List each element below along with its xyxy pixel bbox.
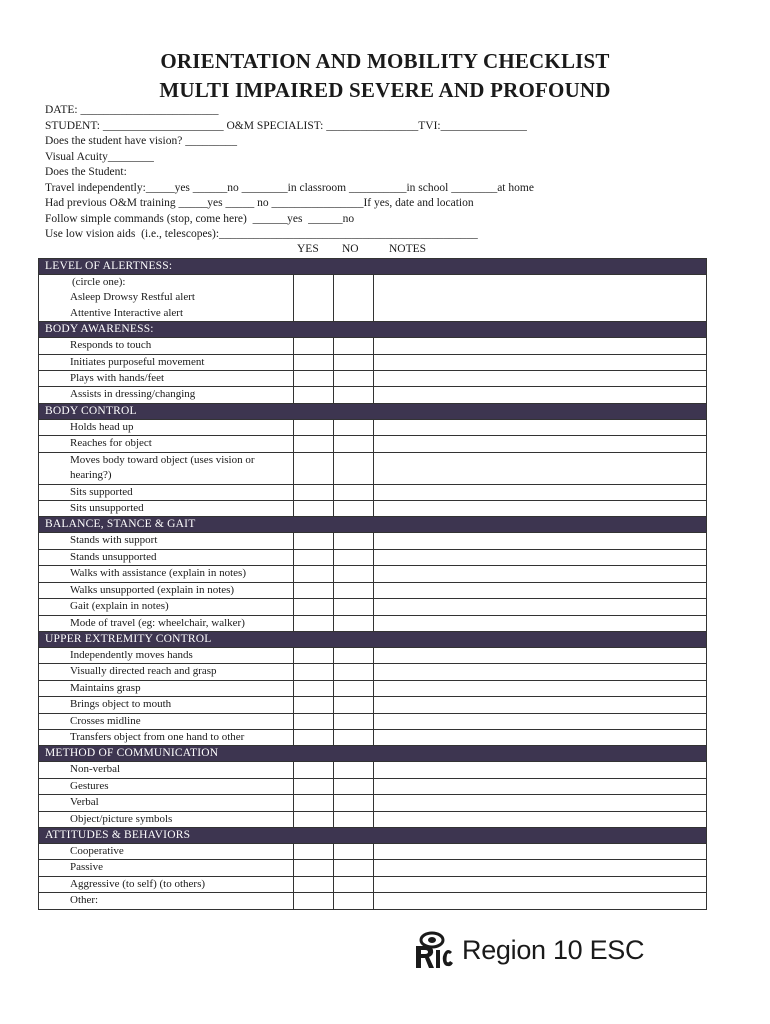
- no-cell[interactable]: [334, 697, 374, 713]
- checklist-item-label: [39, 599, 294, 615]
- yes-cell[interactable]: [294, 275, 334, 291]
- checklist-item-text: Visually directed reach and grasp: [70, 665, 217, 678]
- info-line: Had previous O&M training _____yes _____ no ________________If yes, date and location: [45, 197, 474, 209]
- no-cell[interactable]: [334, 729, 374, 745]
- column-header-no: NO: [342, 243, 359, 255]
- info-line: Does the student have vision? _________: [45, 135, 237, 147]
- checklist-row: [39, 484, 707, 500]
- checklist-item-label: [39, 647, 294, 663]
- document-subtitle: MULTI IMPAIRED SEVERE AND PROFOUND: [159, 78, 611, 102]
- info-line: Follow simple commands (stop, come here) ______yes ______no: [45, 212, 355, 225]
- no-cell[interactable]: [334, 713, 374, 729]
- notes-cell[interactable]: [374, 484, 707, 500]
- checklist-row: [39, 354, 707, 370]
- checklist-item-label: [39, 290, 294, 305]
- checklist-row: [39, 436, 707, 452]
- checklist-row: [39, 893, 707, 909]
- checklist-item-text: (circle one):: [72, 276, 126, 288]
- checklist-item-text: Moves body toward object (uses vision or hearing?): [70, 453, 255, 482]
- checklist-item-text: Walks with assistance (explain in notes): [70, 567, 246, 580]
- yes-cell[interactable]: [294, 647, 334, 663]
- notes-cell[interactable]: [374, 811, 707, 827]
- no-cell[interactable]: [334, 778, 374, 794]
- notes-cell[interactable]: [374, 664, 707, 680]
- yes-cell[interactable]: [294, 452, 334, 484]
- no-cell[interactable]: [334, 664, 374, 680]
- student-info-block: [45, 103, 534, 243]
- checklist-row: [39, 697, 707, 713]
- section-header-row: [39, 403, 707, 419]
- section-header-row: [39, 631, 707, 647]
- notes-cell[interactable]: [374, 680, 707, 696]
- no-cell[interactable]: [334, 860, 374, 876]
- yes-cell[interactable]: [294, 436, 334, 452]
- checklist-row: [39, 419, 707, 435]
- no-cell[interactable]: [334, 419, 374, 435]
- checklist-table: [38, 258, 707, 910]
- yes-cell[interactable]: [294, 795, 334, 811]
- yes-cell[interactable]: [294, 387, 334, 403]
- notes-cell[interactable]: [374, 290, 707, 305]
- checklist-item-text: Assists in dressing/changing: [70, 388, 196, 401]
- checklist-item-label: [39, 275, 294, 291]
- no-cell[interactable]: [334, 647, 374, 663]
- checklist-item-label: [39, 419, 294, 435]
- no-cell[interactable]: [334, 436, 374, 452]
- section-title: ATTITUDES & BEHAVIORS: [39, 827, 707, 843]
- checklist-item-text: Sits supported: [70, 485, 133, 498]
- checklist-item-label: [39, 436, 294, 452]
- no-cell[interactable]: [334, 290, 374, 305]
- info-line: DATE: ________________________: [45, 104, 219, 116]
- checklist-item-label: [39, 664, 294, 680]
- checklist-row: [39, 778, 707, 794]
- notes-cell[interactable]: [374, 419, 707, 435]
- checklist-item-text: Transfers object from one hand to other: [70, 730, 245, 743]
- notes-cell[interactable]: [374, 778, 707, 794]
- info-line: STUDENT: _____________________ O&M SPECIALIST: ________________TVI:_______________: [45, 119, 527, 132]
- yes-cell[interactable]: [294, 354, 334, 370]
- no-cell[interactable]: [334, 306, 374, 322]
- checklist-item-label: [39, 371, 294, 387]
- yes-cell[interactable]: [294, 371, 334, 387]
- checklist-row: [39, 729, 707, 745]
- no-cell[interactable]: [334, 533, 374, 549]
- checklist-item-text: Independently moves hands: [70, 648, 193, 661]
- no-cell[interactable]: [334, 893, 374, 909]
- checklist-item-text: Stands with support: [70, 534, 158, 547]
- checklist-row: [39, 387, 707, 403]
- yes-cell[interactable]: [294, 599, 334, 615]
- section-header-row: [39, 517, 707, 533]
- notes-cell[interactable]: [374, 566, 707, 582]
- no-cell[interactable]: [334, 680, 374, 696]
- notes-cell[interactable]: [374, 795, 707, 811]
- document-title: ORIENTATION AND MOBILITY CHECKLIST: [160, 49, 610, 73]
- checklist-row: [39, 762, 707, 778]
- checklist-item-text: Crosses midline: [70, 714, 141, 727]
- notes-cell[interactable]: [374, 354, 707, 370]
- notes-cell[interactable]: [374, 371, 707, 387]
- no-cell[interactable]: [334, 843, 374, 859]
- info-line: Travel independently:_____yes ______no ________in classroom __________in school ________at home: [45, 181, 534, 194]
- yes-cell[interactable]: [294, 290, 334, 305]
- notes-cell[interactable]: [374, 615, 707, 631]
- checklist-item-label: [39, 697, 294, 713]
- checklist-item-text: Verbal: [70, 796, 99, 809]
- yes-cell[interactable]: [294, 843, 334, 859]
- section-header-row: [39, 746, 707, 762]
- checklist-row: [39, 290, 707, 305]
- checklist-item-label: [39, 876, 294, 892]
- checklist-row: [39, 275, 707, 291]
- no-cell[interactable]: [334, 275, 374, 291]
- checklist-item-text: Passive: [70, 861, 103, 874]
- yes-cell[interactable]: [294, 664, 334, 680]
- checklist-item-label: [39, 306, 294, 322]
- checklist-item-label: [39, 452, 294, 484]
- section-title: BODY AWARENESS:: [39, 322, 707, 338]
- checklist-item-text: Attentive Interactive alert: [70, 306, 183, 319]
- yes-cell[interactable]: [294, 778, 334, 794]
- checklist-item-label: [39, 893, 294, 909]
- notes-cell[interactable]: [374, 306, 707, 322]
- checklist-row: [39, 501, 707, 517]
- checklist-item-text: Non-verbal: [70, 763, 121, 776]
- notes-cell[interactable]: [374, 860, 707, 876]
- notes-cell[interactable]: [374, 582, 707, 598]
- checklist-row: [39, 811, 707, 827]
- checklist-row: [39, 647, 707, 663]
- checklist-item-text: Other:: [70, 894, 99, 907]
- checklist-item-label: [39, 484, 294, 500]
- region10-logo-icon: [412, 930, 454, 970]
- yes-cell[interactable]: [294, 762, 334, 778]
- checklist-item-label: [39, 843, 294, 859]
- checklist-row: [39, 795, 707, 811]
- checklist-item-text: Sits unsupported: [70, 502, 144, 515]
- notes-cell[interactable]: [374, 697, 707, 713]
- section-title: BALANCE, STANCE & GAIT: [39, 517, 707, 533]
- yes-cell[interactable]: [294, 484, 334, 500]
- checklist-item-label: [39, 811, 294, 827]
- checklist-item-text: Brings object to mouth: [70, 698, 172, 711]
- section-title: LEVEL OF ALERTNESS:: [39, 259, 707, 275]
- checklist-item-label: [39, 354, 294, 370]
- yes-cell[interactable]: [294, 729, 334, 745]
- checklist-row: [39, 860, 707, 876]
- checklist-item-label: [39, 778, 294, 794]
- notes-cell[interactable]: [374, 436, 707, 452]
- region10-logo: [412, 930, 644, 970]
- checklist-item-text: Gestures: [70, 779, 109, 792]
- no-cell[interactable]: [334, 582, 374, 598]
- checklist-item-label: [39, 680, 294, 696]
- checklist-item-text: Initiates purposeful movement: [70, 355, 205, 368]
- notes-cell[interactable]: [374, 338, 707, 354]
- checklist-row: [39, 615, 707, 631]
- no-cell[interactable]: [334, 549, 374, 565]
- yes-cell[interactable]: [294, 419, 334, 435]
- checklist-item-label: [39, 533, 294, 549]
- checklist-item-text: Object/picture symbols: [70, 812, 173, 825]
- checklist-item-text: Walks unsupported (explain in notes): [70, 583, 235, 596]
- notes-cell[interactable]: [374, 713, 707, 729]
- checklist-item-text: Maintains grasp: [70, 681, 141, 694]
- section-header-row: [39, 827, 707, 843]
- column-header-yes: YES: [297, 243, 319, 255]
- checklist-item-text: Cooperative: [70, 844, 124, 857]
- checklist-item-label: [39, 795, 294, 811]
- no-cell[interactable]: [334, 354, 374, 370]
- no-cell[interactable]: [334, 387, 374, 403]
- checklist-row: [39, 876, 707, 892]
- checklist-row: [39, 566, 707, 582]
- notes-cell[interactable]: [374, 387, 707, 403]
- checklist-item-text: Aggressive (to self) (to others): [70, 877, 206, 890]
- yes-cell[interactable]: [294, 501, 334, 517]
- notes-cell[interactable]: [374, 533, 707, 549]
- checklist-item-text: Responds to touch: [70, 339, 152, 352]
- checklist-row: [39, 664, 707, 680]
- checklist-item-label: [39, 566, 294, 582]
- no-cell[interactable]: [334, 566, 374, 582]
- checklist-item-text: Plays with hands/feet: [70, 372, 165, 385]
- checklist-row: [39, 582, 707, 598]
- yes-cell[interactable]: [294, 549, 334, 565]
- region10-logo-text: Region 10 ESC: [462, 934, 645, 965]
- no-cell[interactable]: [334, 501, 374, 517]
- notes-cell[interactable]: [374, 501, 707, 517]
- yes-cell[interactable]: [294, 680, 334, 696]
- checklist-item-label: [39, 387, 294, 403]
- section-title: METHOD OF COMMUNICATION: [39, 746, 707, 762]
- notes-cell[interactable]: [374, 762, 707, 778]
- section-title: UPPER EXTREMITY CONTROL: [39, 631, 707, 647]
- checklist-row: [39, 452, 707, 484]
- notes-cell[interactable]: [374, 275, 707, 291]
- yes-cell[interactable]: [294, 893, 334, 909]
- notes-cell[interactable]: [374, 843, 707, 859]
- checklist-row: [39, 338, 707, 354]
- info-line: Visual Acuity________: [45, 150, 154, 163]
- notes-cell[interactable]: [374, 876, 707, 892]
- notes-cell[interactable]: [374, 729, 707, 745]
- checklist-item-text: Gait (explain in notes): [70, 600, 169, 613]
- no-cell[interactable]: [334, 452, 374, 484]
- checklist-item-label: [39, 729, 294, 745]
- checklist-row: [39, 680, 707, 696]
- yes-cell[interactable]: [294, 566, 334, 582]
- no-cell[interactable]: [334, 811, 374, 827]
- no-cell[interactable]: [334, 599, 374, 615]
- info-line: Does the Student:: [45, 166, 127, 178]
- checklist-item-label: [39, 582, 294, 598]
- checklist-item-label: [39, 615, 294, 631]
- yes-cell[interactable]: [294, 533, 334, 549]
- yes-cell[interactable]: [294, 713, 334, 729]
- checklist-item-label: [39, 501, 294, 517]
- checklist-item-label: [39, 860, 294, 876]
- yes-cell[interactable]: [294, 860, 334, 876]
- notes-cell[interactable]: [374, 647, 707, 663]
- notes-cell[interactable]: [374, 893, 707, 909]
- checklist-item-label: [39, 713, 294, 729]
- notes-cell[interactable]: [374, 549, 707, 565]
- section-header-row: [39, 259, 707, 275]
- checklist-item-label: [39, 549, 294, 565]
- no-cell[interactable]: [334, 795, 374, 811]
- checklist-row: [39, 599, 707, 615]
- yes-cell[interactable]: [294, 811, 334, 827]
- no-cell[interactable]: [334, 762, 374, 778]
- checklist-item-label: [39, 762, 294, 778]
- no-cell[interactable]: [334, 615, 374, 631]
- notes-cell[interactable]: [374, 452, 707, 484]
- yes-cell[interactable]: [294, 338, 334, 354]
- yes-cell[interactable]: [294, 697, 334, 713]
- checklist-row: [39, 549, 707, 565]
- section-header-row: [39, 322, 707, 338]
- no-cell[interactable]: [334, 338, 374, 354]
- checklist-row: [39, 843, 707, 859]
- yes-cell[interactable]: [294, 306, 334, 322]
- yes-cell[interactable]: [294, 615, 334, 631]
- checklist-item-text: Asleep Drowsy Restful alert: [70, 291, 195, 304]
- checklist-item-text: Reaches for object: [70, 437, 152, 450]
- yes-cell[interactable]: [294, 582, 334, 598]
- checklist-row: [39, 533, 707, 549]
- yes-cell[interactable]: [294, 876, 334, 892]
- checklist-row: [39, 371, 707, 387]
- section-title: BODY CONTROL: [39, 403, 707, 419]
- checklist-row: [39, 306, 707, 322]
- no-cell[interactable]: [334, 484, 374, 500]
- notes-cell[interactable]: [374, 599, 707, 615]
- checklist-item-label: [39, 338, 294, 354]
- checklist-item-text: Mode of travel (eg: wheelchair, walker): [70, 616, 245, 629]
- checklist-item-text: Holds head up: [70, 420, 134, 433]
- column-header-notes: NOTES: [389, 243, 427, 255]
- no-cell[interactable]: [334, 371, 374, 387]
- checklist-row: [39, 713, 707, 729]
- info-line: Use low vision aids (i.e., telescopes):_____________________________________________: [45, 228, 478, 240]
- no-cell[interactable]: [334, 876, 374, 892]
- checklist-item-text: Stands unsupported: [70, 550, 157, 563]
